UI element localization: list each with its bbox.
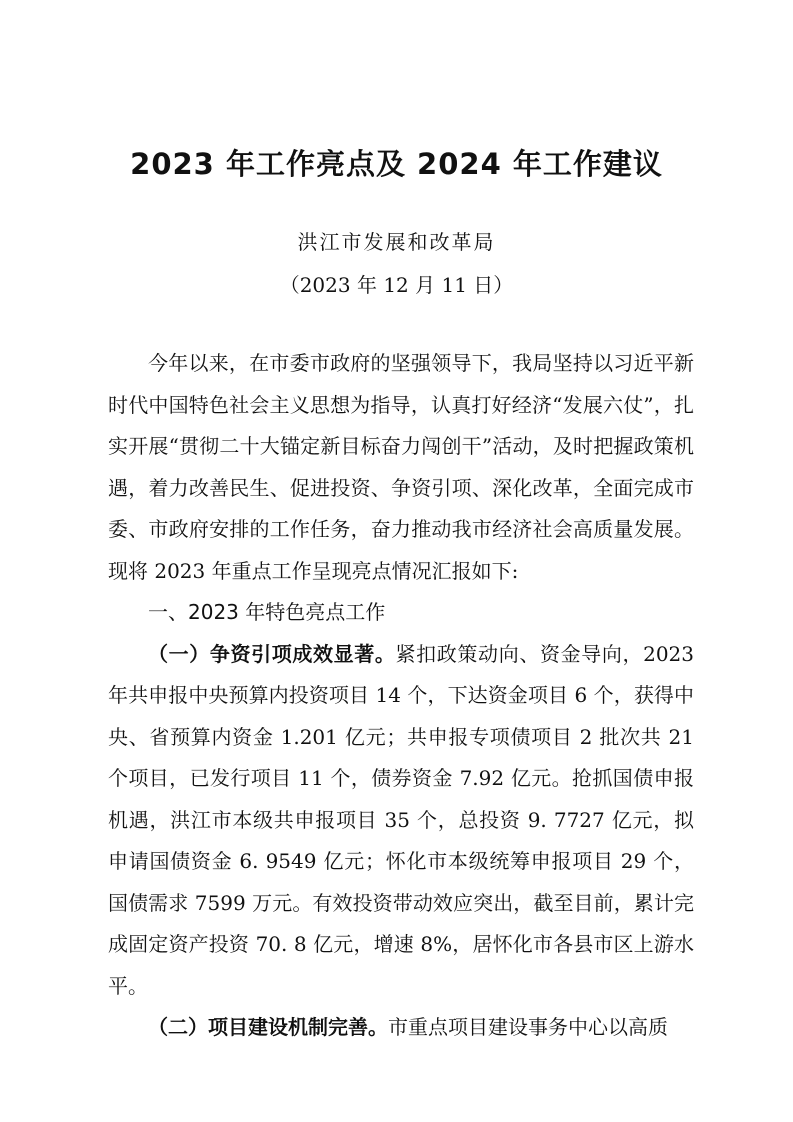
item-2-paragraph	[108, 1007, 694, 1049]
item-2-body: 市重点项目建设事务中心以高质	[388, 1015, 668, 1039]
document-title: 2023 年工作亮点及 2024 年工作建议	[130, 147, 663, 181]
intro-paragraph: 今年以来，在市委市政府的坚强领导下，我局坚持以习近平新时代中国特色社会主义思想为指导，认真打好经济“发展六仗”，扎实开展“贯彻二十大锚定新目标奋力闯创干”活动，及时把握政策机遇，着力改善民生、促进投资、争资引项、深化改革，全面完成市委、市政府安排的工作任务，奋力推动我市经济社会高质量发展。现将 2023 年重点工作呈现亮点情况汇报如下:	[108, 351, 694, 583]
document-date: （2023 年 12 月 11 日）	[279, 273, 514, 297]
item-2-title: （二）项目建设机制完善。	[148, 1015, 388, 1039]
issuing-organization: 洪江市发展和改革局	[297, 230, 496, 254]
section-heading: 一、2023 年特色亮点工作	[148, 600, 386, 624]
document-body	[108, 343, 694, 1049]
item-1-paragraph	[108, 634, 694, 1008]
item-1-body: 紧扣政策动向、资金导向，2023 年共申报中央预算内投资项目 14 个，下达资金项目 6 个，获得中央、省预算内资金 1.201 亿元；共申报专项债项目 2 批次共 21 个项目，已发行项目 11 个，债券资金 7.92 亿元。抢抓国债申报机遇，洪江市本级共申报项目 35 个，总投资 9. 7727 亿元，拟申请国债资金 6. 9549 亿元；怀化市本级统筹申报项目 29 个，国债需求 7599 万元。有效投资带动效应突出，截至目前，累计完成固定资产投资 70. 8 亿元，增速 8%，居怀化市各县市区上游水平。	[108, 641, 694, 998]
item-1-title: （一）争资引项成效显著。	[148, 641, 396, 666]
